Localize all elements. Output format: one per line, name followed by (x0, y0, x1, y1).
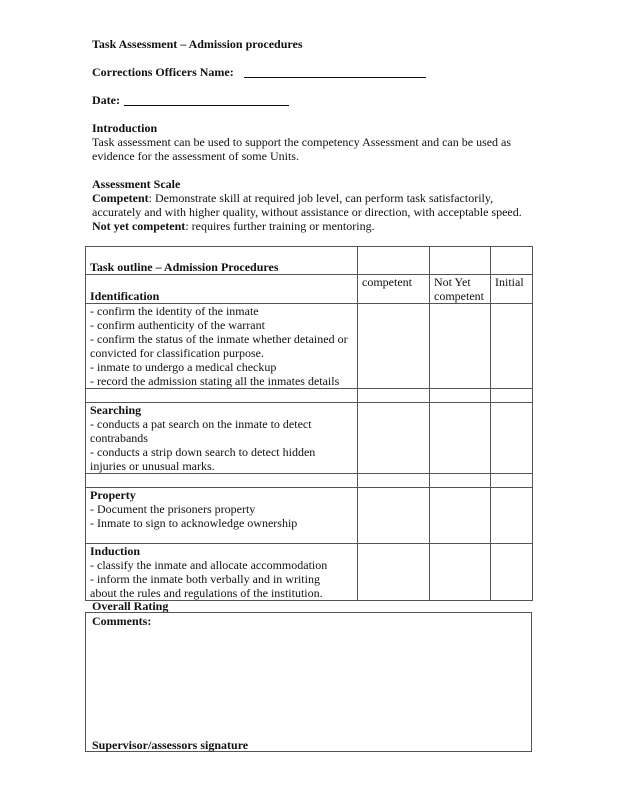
table-row (86, 304, 533, 389)
searching-tasks (86, 403, 358, 474)
induction-competent-cell[interactable] (358, 544, 430, 601)
comments-box[interactable] (85, 612, 532, 752)
signature-label: Supervisor/assessors signature (92, 738, 249, 752)
task-line: - classify the inmate and allocate accommodation (90, 558, 328, 572)
task-table (85, 246, 533, 601)
task-line: - inmate to undergo a medical checkup (90, 360, 277, 374)
table-row (86, 488, 533, 544)
not-yet-line-2: competent (434, 289, 484, 303)
comments-label: Comments: (92, 614, 152, 628)
introduction-heading: Introduction (92, 121, 158, 135)
task-line: - record the admission stating all the inmates details (90, 374, 340, 388)
table-title-row (86, 247, 533, 275)
searching-not-yet-cell[interactable] (430, 403, 491, 474)
officer-name-label: Corrections Officers Name: (92, 65, 234, 79)
section-heading-induction: Induction (90, 544, 141, 558)
table-row (86, 403, 533, 474)
induction-initial-cell[interactable] (491, 544, 533, 601)
introduction-text-1: Task assessment can be used to support the competency Assessment and can be used as (92, 135, 512, 149)
task-line: injuries or unusual marks. (90, 459, 215, 473)
competent-def-2: accurately and with higher quality, without assistance or direction, with acceptable speed. (92, 205, 522, 219)
task-line: - conducts a pat search on the inmate to detect (90, 417, 312, 431)
col-header-initial: Initial (491, 275, 533, 304)
table-header-row (86, 275, 533, 304)
empty-cell (491, 247, 533, 275)
induction-not-yet-cell[interactable] (430, 544, 491, 601)
competent-definition (92, 191, 493, 205)
introduction-text-2: evidence for the assessment of some Units. (92, 149, 299, 163)
section-heading-property: Property (90, 488, 136, 502)
spacer-row (86, 389, 533, 403)
officer-name-field[interactable] (244, 66, 426, 78)
empty-cell (430, 247, 491, 275)
task-line: about the rules and regulations of the institution. (90, 586, 323, 600)
task-line: - confirm authenticity of the warrant (90, 318, 265, 332)
property-tasks (86, 488, 358, 544)
task-line: - conducts a strip down search to detect hidden (90, 445, 316, 459)
task-line: - confirm the identity of the inmate (90, 304, 259, 318)
date-label: Date: (92, 93, 120, 107)
identification-not-yet-cell[interactable] (430, 304, 491, 389)
competent-def-1: : Demonstrate skill at required job level, can perform task satisfactorily, (148, 191, 494, 205)
property-not-yet-cell[interactable] (430, 488, 491, 544)
task-line: contrabands (90, 431, 148, 445)
searching-competent-cell[interactable] (358, 403, 430, 474)
task-line: - Inmate to sign to acknowledge ownership (90, 516, 298, 530)
not-yet-competent-definition (92, 219, 375, 233)
competent-term: Competent (92, 191, 149, 205)
identification-initial-cell[interactable] (491, 304, 533, 389)
page-title: Task Assessment – Admission procedures (92, 37, 303, 51)
col-header-not-yet-competent (430, 275, 491, 304)
property-competent-cell[interactable] (358, 488, 430, 544)
identification-competent-cell[interactable] (358, 304, 430, 389)
table-row (86, 544, 533, 601)
not-yet-def: : requires further training or mentoring. (185, 219, 375, 233)
date-field[interactable] (124, 94, 289, 106)
task-line: - inform the inmate both verbally and in writing (90, 572, 320, 586)
assessment-scale-heading: Assessment Scale (92, 177, 181, 191)
section-heading-searching: Searching (90, 403, 142, 417)
comments-field[interactable] (92, 631, 525, 733)
searching-initial-cell[interactable] (491, 403, 533, 474)
task-line: convicted for classification purpose. (90, 346, 264, 360)
property-initial-cell[interactable] (491, 488, 533, 544)
outline-title: Task outline – Admission Procedures (86, 247, 358, 275)
spacer-row (86, 474, 533, 488)
induction-tasks (86, 544, 358, 601)
task-line: - confirm the status of the inmate whether detained or (90, 332, 348, 346)
not-yet-line-1: Not Yet (434, 275, 471, 289)
section-heading-identification: Identification (86, 275, 358, 304)
task-line: - Document the prisoners property (90, 502, 256, 516)
empty-cell (358, 247, 430, 275)
overall-rating-label: Overall Rating (92, 599, 169, 613)
not-yet-term: Not yet competent (92, 219, 186, 233)
col-header-competent: competent (358, 275, 430, 304)
identification-tasks (86, 304, 358, 389)
